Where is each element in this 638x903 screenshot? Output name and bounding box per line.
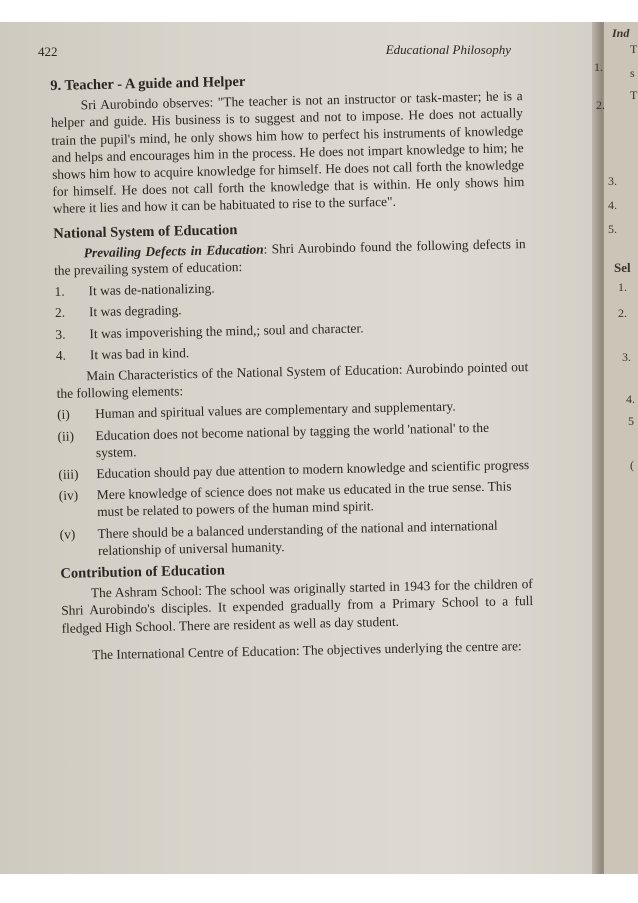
heading-contribution: Contribution of Education	[60, 562, 225, 582]
list-item-number: (ii)	[57, 428, 75, 444]
book-page	[30, 22, 595, 874]
page-number: 422	[38, 44, 58, 59]
list-item-number: (iv)	[58, 487, 79, 504]
list-item-text: There should be a balanced understanding of the national and international relationship of universal humanity.	[97, 517, 498, 558]
list-item	[59, 477, 532, 521]
list-item-text: Education should pay due attention to modern knowledge and scientific progress	[96, 457, 530, 482]
defects-list	[54, 273, 528, 364]
facing-page-fragment: Ind	[612, 26, 630, 40]
defects-intro-paragraph	[54, 235, 527, 279]
list-item-number: 4.	[55, 347, 67, 363]
defects-intro-text: : Shri Aurobindo found the following defects in the prevailing system of education:	[53, 235, 526, 278]
list-item-number: 1.	[54, 283, 65, 300]
characteristics-intro-paragraph: Main Characteristics of the National System of Education: Aurobindo pointed out the following elements:	[56, 359, 529, 402]
facing-page-fragment: 1.	[618, 280, 627, 294]
facing-page-fragment: 2.	[618, 306, 627, 320]
list-item-text: Education does not become national by tagging the world 'national' to the system.	[95, 419, 490, 460]
list-item-text: It was impoverishing the mind,; soul and character.	[89, 320, 364, 341]
characteristics-list	[57, 396, 532, 559]
facing-page-fragment: 3.	[608, 174, 617, 188]
international-centre-paragraph: The International Centre of Education: The objectives underlying the centre are:	[92, 638, 522, 663]
facing-page-fragment: Sel	[614, 260, 631, 275]
list-item	[57, 418, 530, 462]
facing-page-fragment: T	[630, 42, 638, 56]
list-item-number: (iii)	[58, 466, 79, 482]
list-item-text: Human and spiritual values are complementary and supplementary.	[94, 399, 456, 422]
facing-page-fragment: 5	[628, 414, 634, 428]
facing-page-fragment: 4.	[626, 392, 635, 406]
list-item-text: It was de-nationalizing.	[88, 280, 215, 299]
ashram-school-paragraph: The Ashram School: The school was originally started in 1943 for the children of Shri Aurobindo's disciples. It expended gradually from a Primary School to a full fledged High School. There are resident as well as day student.	[61, 576, 534, 636]
page-content	[50, 64, 534, 664]
facing-page-fragment: T	[630, 88, 638, 102]
facing-page-fragment: (	[630, 458, 634, 472]
list-item-number: (v)	[59, 526, 76, 542]
facing-page-fragment: 2.	[596, 98, 605, 112]
facing-page-fragment: 1.	[594, 60, 603, 74]
facing-page-edge	[594, 22, 638, 874]
list-item-text: It was bad in kind.	[89, 344, 190, 363]
teacher-paragraph: Sri Aurobindo observes: "The teacher is not an instructor or task-master; he is a helper and guide. His business is to suggest and not to impose. He does not actually train the pupil's mind, he only shows him how to perfect his instruments of knowledge and helps and encourages him in the process. He does not impart knowledge to him; he shows him how to acquire knowledge for himself. He does not call forth the knowledge for himself. He does not call forth the knowledge that is within. He only shows him where it lies and how it can be habituated to rise to the surface".	[50, 88, 525, 217]
list-item-number: (i)	[56, 407, 70, 423]
heading-teacher: 9. Teacher - A guide and Helper	[50, 73, 246, 94]
facing-page-fragment: s	[630, 66, 635, 80]
list-item-number: 2.	[54, 305, 66, 321]
facing-page-fragment: 5.	[608, 222, 617, 236]
list-item	[59, 516, 532, 560]
running-title: Educational Philosophy	[385, 42, 511, 57]
facing-page-fragment: 3.	[622, 350, 631, 364]
list-item-text: It was degrading.	[88, 302, 182, 320]
facing-page-fragment: 4.	[608, 198, 617, 212]
list-item-text: Mere knowledge of science does not make us educated in the true sense. This must be related to powers of the human mind spirit.	[96, 478, 512, 520]
heading-national-system: National System of Education	[53, 221, 238, 242]
list-item-number: 3.	[55, 326, 66, 342]
defects-label: Prevailing Defects in Education	[83, 241, 264, 261]
